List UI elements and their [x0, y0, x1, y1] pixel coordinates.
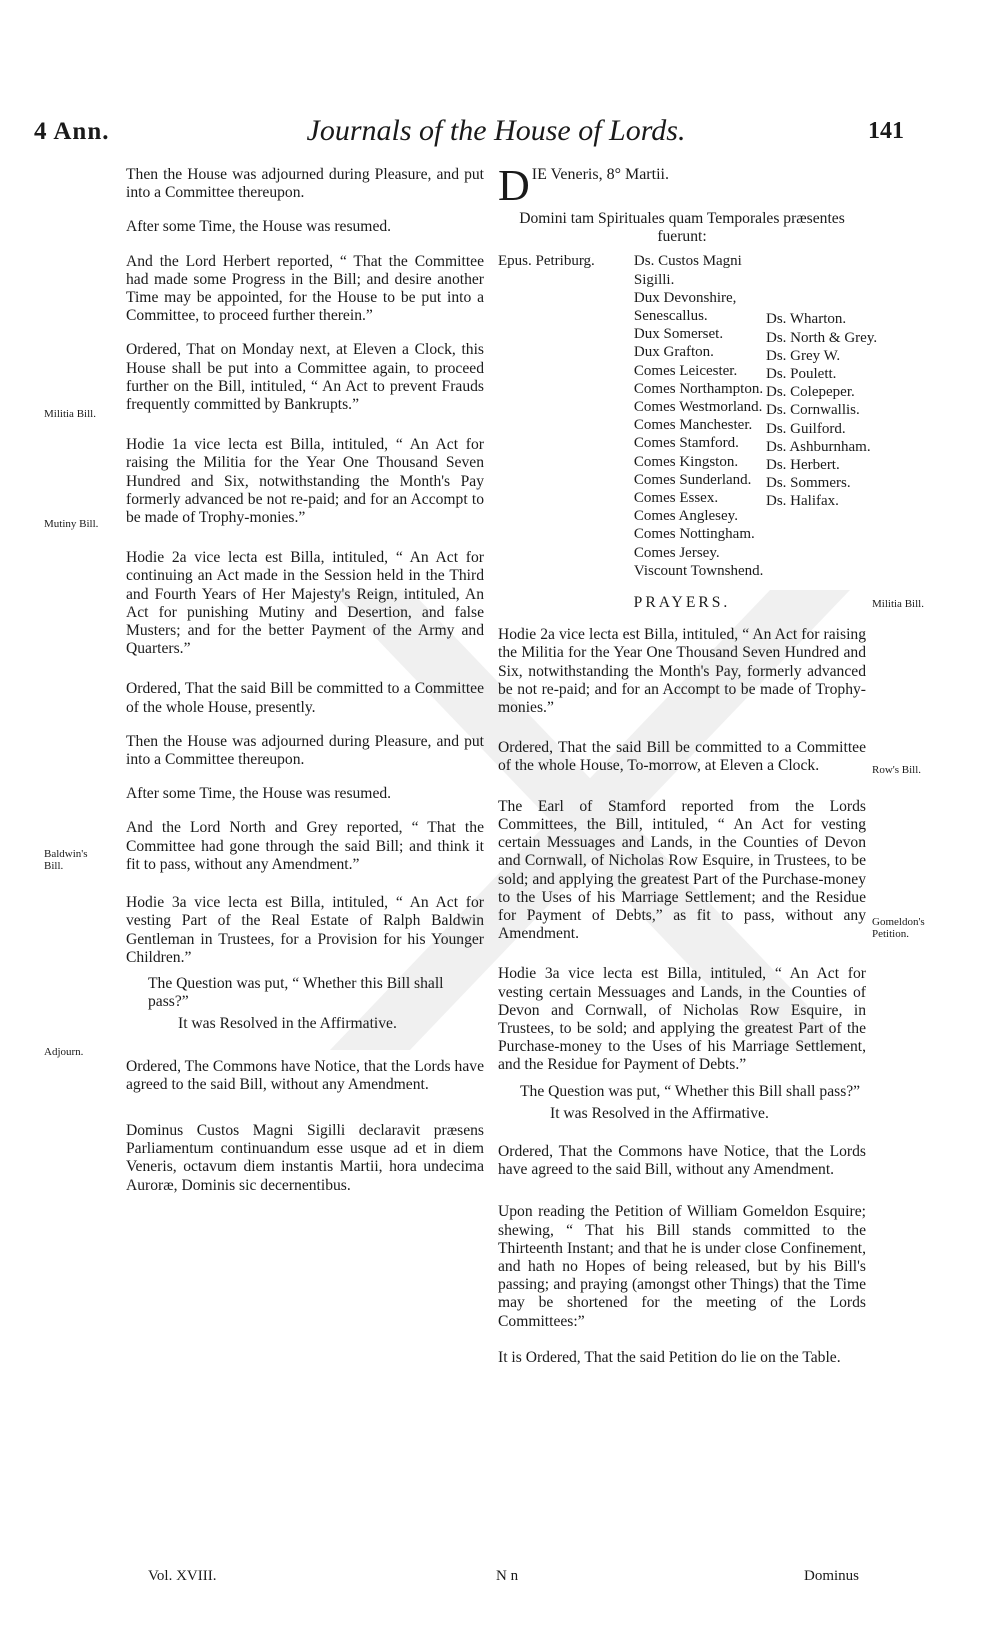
paragraph: Then the House was adjourned during Pleasure, and put into a Committee thereupon. [126, 166, 484, 202]
paragraph: And the Lord North and Grey reported, “ That the Committee had gone through the said Bill; and think it fit to pass, without any Amendment.” [126, 819, 484, 873]
right-column [498, 166, 878, 1367]
lord-entry: Ds. Ashburnham. [766, 438, 871, 455]
lord-entry: Comes Westmorland. [633, 399, 763, 416]
lords-column-barons [766, 252, 878, 580]
question-line: The Question was put, “ Whether this Bill shall pass?” [520, 1082, 861, 1100]
lord-entry: Sigilli. [633, 271, 675, 288]
lord-entry: Ds. Wharton. [766, 311, 847, 328]
lord-entry: Epus. Petriburg. [498, 253, 595, 270]
lord-entry: Ds. Custos Magni [633, 253, 742, 270]
lord-entry: Ds. Colepeper. [766, 384, 855, 401]
lord-entry: Comes Sunderland. [633, 471, 752, 488]
lord-entry: Ds. Halifax. [766, 493, 839, 510]
lord-entry: Ds. Grey W. [766, 347, 841, 364]
lord-entry: Comes Manchester. [633, 417, 753, 434]
lord-entry: Ds. Herbert. [766, 457, 840, 474]
lord-entry: Comes Northampton. [633, 380, 764, 397]
lord-entry: Senescallus. [633, 308, 708, 325]
prayers-heading: PRAYERS. [633, 594, 731, 612]
paragraph: Ordered, That the said Bill be committed to a Committee of the whole House, To-morrow, at Eleven a Clock. [498, 739, 866, 775]
lord-entry: Comes Essex. [633, 490, 719, 507]
lords-present-list [498, 252, 878, 580]
lord-entry: Ds. Guilford. [766, 420, 846, 437]
paragraph: After some Time, the House was resumed. [126, 785, 392, 803]
footer-catchword: Dominus [804, 1568, 860, 1584]
lord-entry: Comes Leicester. [633, 362, 738, 379]
paragraph: Hodie 1a vice lecta est Billa, intituled, “ An Act for raising the Militia for the Year One Thousand Seven Hundred and Six, notwithstanding the Month's Pay formerly advanced be not re-paid; and for an Accompt to be made of Trophy-monies.” [126, 436, 484, 527]
footer-volume: Vol. XVIII. [148, 1568, 217, 1584]
paragraph: Hodie 2a vice lecta est Billa, intituled, “ An Act for raising the Militia for the Year One Thousand Seven Hundred and Six, notwithstanding the Month's Pay, formerly advanced be not re-paid; and for an Accompt to be made of Trophy-monies.” [498, 626, 866, 717]
lord-entry: Ds. Cornwallis. [766, 402, 860, 419]
paragraph: Upon reading the Petition of William Gomeldon Esquire; shewing, “ That his Bill stands committed to the Thirteenth Instant; and that he is under close Confinement, and hath no Hopes of being released, but by his Bill's passing; and praying (amongst other Things) that the Time may be shortened for the meeting of the Lords Committees:” [498, 1203, 866, 1330]
paragraph: Ordered, That the Commons have Notice, that the Lords have agreed to the said Bill, without any Amendment. [498, 1142, 866, 1179]
paragraph: Ordered, That on Monday next, at Eleven a Clock, this House shall be put into a Committee again, to proceed further on the Bill, intituled, “ An Act to prevent Frauds frequently committed by Bankrupts.” [126, 341, 484, 414]
paragraph: Then the House was adjourned during Pleasure, and put into a Committee thereupon. [126, 732, 484, 769]
date-text: IE Veneris, 8° Martii. [531, 166, 669, 183]
lord-entry: Ds. Poulett. [766, 366, 837, 383]
present-line: Domini tam Spirituales quam Temporales præsentes fuerunt: [519, 210, 845, 246]
lord-entry: Comes Kingston. [633, 453, 739, 470]
resolved-line: It was Resolved in the Affirmative. [178, 1015, 397, 1033]
margin-note-mutiny-bill: Mutiny Bill. [44, 518, 99, 530]
margin-note-militia-bill-right: Militia Bill. [872, 598, 924, 610]
page-number: 141 [868, 118, 904, 144]
paragraph: Hodie 3a vice lecta est Billa, intituled, “ An Act for vesting Part of the Real Estate of Ralph Baldwin Gentleman in Trustees, for a Provision for his Younger Children.” [126, 894, 484, 966]
lord-entry: Comes Nottingham. [633, 526, 755, 543]
lord-entry: Comes Stamford. [633, 435, 739, 452]
margin-note-rows-bill: Row's Bill. [872, 764, 922, 776]
lord-entry: Dux Somerset. [633, 326, 724, 343]
lord-entry: Ds. North & Grey. [766, 329, 878, 346]
paragraph: Dominus Custos Magni Sigilli declaravit præsens Parliamentum continuandum esse usque ad et in diem Veneris, octavum diem instantis Martii, hora undecima Auroræ, Dominis sic decernentibus. [126, 1121, 484, 1194]
footer-signature: N n [496, 1568, 519, 1584]
lord-entry: Comes Jersey. [633, 544, 720, 561]
margin-note-adjourn: Adjourn. [44, 1046, 84, 1058]
paragraph: After some Time, the House was resumed. [126, 218, 392, 236]
paragraph: And the Lord Herbert reported, “ That the Committee had made some Progress in the Bill; and desire another Time may be appointed, for the House to be put into a Committee, to proceed further therein.” [126, 252, 484, 325]
resolved-line: It was Resolved in the Affirmative. [550, 1104, 769, 1122]
paragraph: Ordered, The Commons have Notice, that the Lords have agreed to the said Bill, without any Amendment. [126, 1057, 484, 1093]
lords-column-spiritual [498, 252, 634, 580]
page-header-left: 4 Ann. [34, 118, 110, 145]
margin-note-gomeldons-petition: Gomeldon's Petition. [872, 916, 925, 940]
margin-note-baldwins-bill: Baldwin's Bill. [44, 848, 88, 872]
lord-entry: Viscount Townshend. [633, 562, 764, 579]
paragraph: Hodie 2a vice lecta est Billa, intituled, “ An Act for continuing an Act made in the Session held in the Third and Fourth Years of Her Majesty's Reign, intituled, An Act for punishing Mutiny and Desertion, and false Musters; and for the better Payment of the Army and Quarters.” [126, 549, 484, 658]
lord-entry: Dux Grafton. [633, 344, 714, 361]
lord-entry: Dux Devonshire, [633, 289, 737, 306]
left-column [126, 166, 484, 1195]
date-heading [498, 166, 866, 206]
lords-column-earls [634, 252, 766, 580]
drop-cap: D [498, 166, 530, 206]
paragraph: Ordered, That the said Bill be committed to a Committee of the whole House, presently. [126, 680, 484, 716]
lord-entry: Comes Anglesey. [633, 508, 738, 525]
paragraph: The Earl of Stamford reported from the Lords Committees, the Bill, intituled, “ An Act for vesting certain Messuages and Lands, in the Counties of Devon and Cornwall, of Nicholas Row Esquire, in Trustees, to be sold; and applying the greatest Part of the Purchase-money to the Uses of his Marriage Settlement; and the Residue for Payment of Debts,” as fit to pass, without any Amendment. [498, 797, 866, 943]
page-title: Journals of the House of Lords. [306, 114, 686, 147]
paragraph: Hodie 3a vice lecta est Billa, intituled, “ An Act for vesting certain Messuages and Lands, in the Counties of Devon and Cornwall, of Nicholas Row Esquire, in Trustees, to be sold; and applying the greatest Part of the Purchase-money to the Uses of his Marriage Settlement, and the Residue for Payment of Debts.” [498, 965, 866, 1074]
lord-entry: Ds. Sommers. [766, 475, 851, 492]
question-line: The Question was put, “ Whether this Bill shall pass?” [148, 974, 444, 1011]
paragraph: It is Ordered, That the said Petition do lie on the Table. [498, 1348, 841, 1366]
margin-note-militia-bill: Militia Bill. [44, 408, 96, 420]
